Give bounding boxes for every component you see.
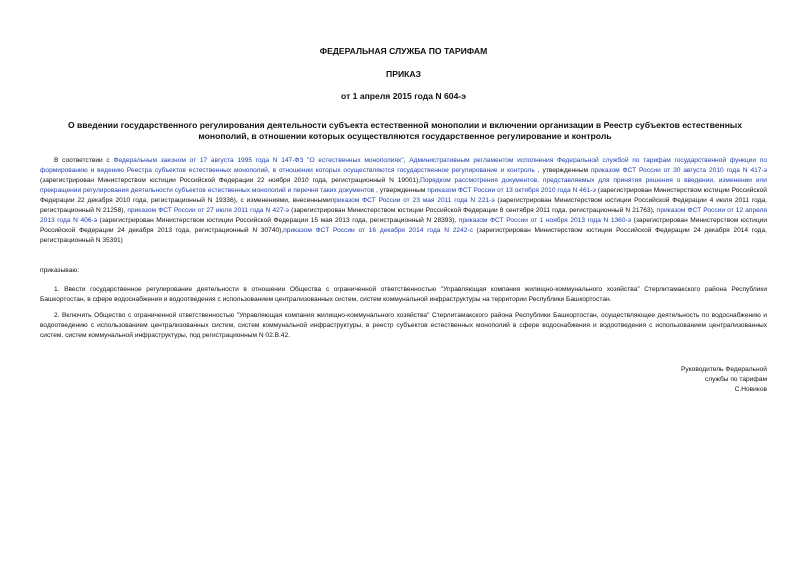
doc-type-heading: ПРИКАЗ [386, 69, 421, 79]
preamble-text: , утвержденным [374, 187, 428, 194]
link-procedure[interactable]: Порядком рассмотрения документов, представляемых для принятия решения о введении, изменении или прекращении регулирования деятельности субъектов естественных монополий и перечня таких документов [40, 177, 767, 194]
signature-position: Руководитель Федеральной [681, 366, 767, 373]
link-order-427[interactable]: приказом ФСТ России от 27 июля 2011 года N 427-э [127, 207, 290, 214]
preamble-text: В соответствии с [54, 157, 114, 164]
preamble-paragraph [40, 156, 767, 246]
orders-word: приказываю: [40, 267, 80, 274]
preamble-text: (зарегистрирован Министерством юстиции Российской Федерации 22 ноября 2010 года, регистрационный N 19001), [40, 177, 421, 184]
signature-name: С.Новиков [734, 386, 767, 393]
agency-heading: ФЕДЕРАЛЬНАЯ СЛУЖБА ПО ТАРИФАМ [319, 46, 488, 56]
link-order-417[interactable]: приказом ФСТ России от 30 августа 2010 года N 417-э [590, 167, 768, 174]
preamble-text: (зарегистрирован Министерством юстиции Российской Федерации 24 декабря 2013 года, регистрационный N 30740), [40, 217, 768, 234]
preamble-text: (зарегистрирован Министерством юстиции Российской Федерации 15 мая 2013 года, регистрационный N 28393), [97, 217, 459, 224]
item-1-paragraph: 1. Ввести государственное регулирование деятельности в отношении Общества с ограниченной ответственностью "Управляющая компания жилищно-коммунального хозяйства" Стерлитамакского района Республики Башкортостан, в сфере водоснабжения и водоотведения с использованием централизованных систем, систем коммунальной инфраструктуры на территории Республики Башкортостан. [40, 286, 767, 303]
date-number-heading: от 1 апреля 2015 года N 604-э [341, 91, 466, 101]
link-order-221[interactable]: приказом ФСТ России от 23 мая 2011 года N 221-э [330, 197, 495, 204]
link-order-461[interactable]: приказом ФСТ России от 13 октября 2010 года N 461-э [427, 187, 596, 194]
signature-block [587, 365, 767, 395]
preamble-text: (зарегистрирован Министерством юстиции Российской Федерации 24 декабря 2014 года, регистрационный N 35391) [40, 227, 767, 244]
preamble-text: (зарегистрирован Министерством юстиции Российской Федерации 22 декабря 2010 года, регистрационный N 19336), с изменениями, внесенными [40, 187, 767, 204]
link-order-2242[interactable]: приказом ФСТ России от 16 декабря 2014 года N 2242-с [283, 227, 473, 234]
link-order-406[interactable]: приказом ФСТ России от 12 апреля 2013 года N 406-э [40, 207, 767, 224]
preamble-text: (зарегистрирован Министерством юстиции Российской Федерации 8 сентября 2011 года, регистрационный N 21763), [289, 207, 657, 214]
link-federal-law-147[interactable]: Федеральным законом от 17 августа 1995 года N 147-ФЗ "О естественных монополиях" [113, 157, 404, 164]
preamble-text: , утвержденным [534, 167, 591, 174]
link-admin-regulation[interactable]: Административным регламентом исполнения Федеральной службой по тарифам государственной функции по формированию и ведению Реестра субъектов естественных монополий, в отношении которых осуществляются государственное регулирование и контроль [40, 157, 768, 174]
preamble-text: (зарегистрирован Министерством юстиции Российской Федерации 4 июля 2011 года, регистрационный N 21258), [40, 197, 767, 214]
preamble-text: , [403, 157, 410, 164]
item-2-paragraph: 2. Включить Общество с ограниченной ответственностью "Управляющая компания жилищно-коммунального хозяйства" Стерлитамакского района Республики Башкортостан, осуществляющее деятельность по водоснабжению и водоотведению с использованием централизованных систем, систем коммунальной инфраструктуры, в реестр субъектов естественных монополий в сфере водоснабжения и водоотведения с использованием централизованных систем, систем коммунальной инфраструктуры, под регистрационным N 02.В.42. [40, 312, 767, 339]
signature-agency: службы по тарифам [704, 376, 767, 383]
link-order-1360[interactable]: приказом ФСТ России от 1 ноября 2013 года N 1360-э [458, 217, 632, 224]
document-title: О введении государственного регулирования деятельности субъекта естественной монополии и включении организации в Реестр субъектов естественных монополий, в отношении которых осуществляются государственное регулирование и контроль [67, 120, 743, 141]
